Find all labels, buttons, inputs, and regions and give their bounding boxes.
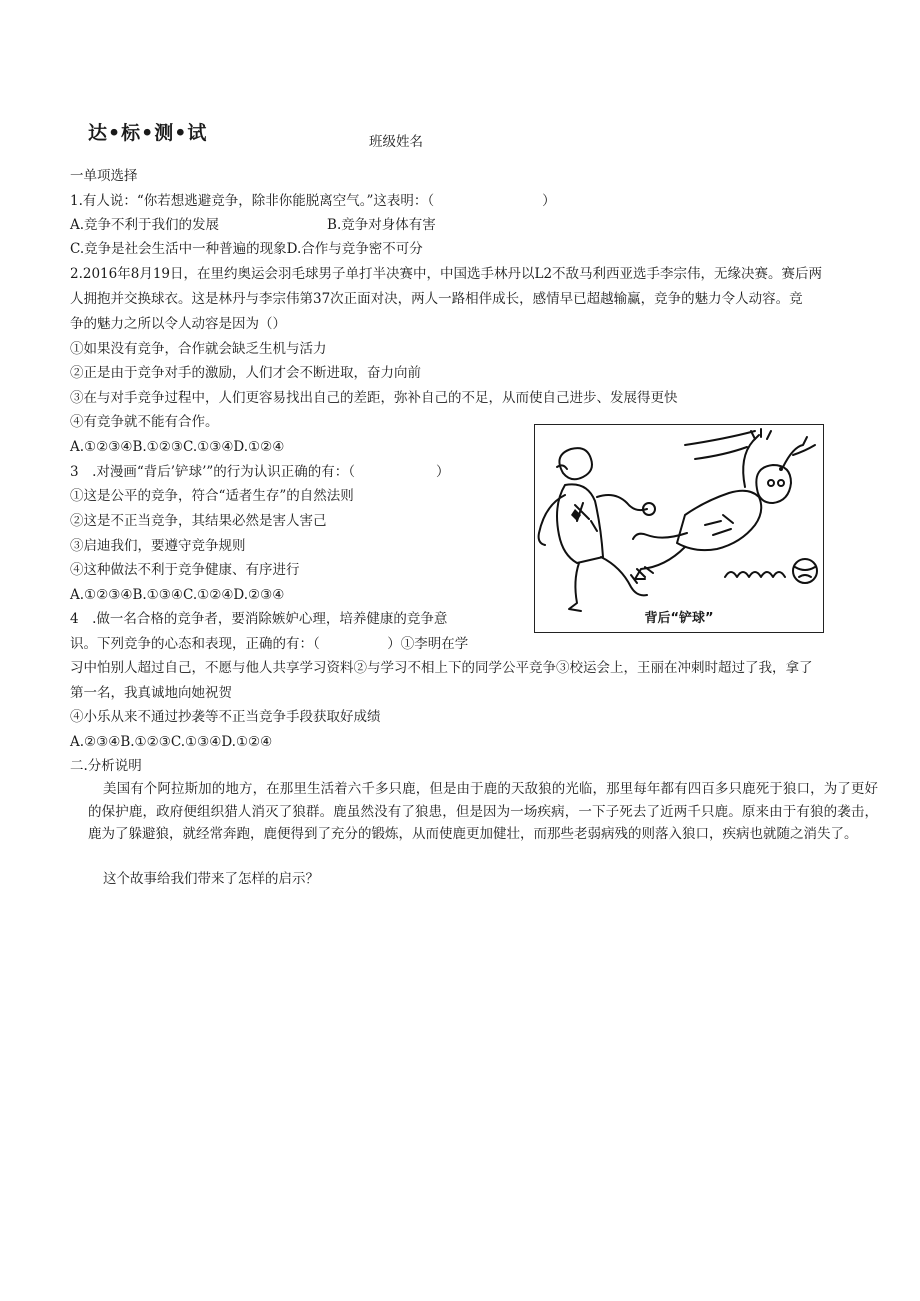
q2-stem-line: 争的魅力之所以令人动容是因为（） [70, 316, 286, 332]
q3-item: ②这是不正当竞争，其结果必然是害人害己 [70, 513, 327, 529]
analysis-question: 这个故事给我们带来了怎样的启示？ [103, 871, 319, 887]
q1-stem: 1.有人说：“你若想逃避竞争，除非你能脱离空气。”这表明：（ ） [70, 193, 556, 209]
q1-options-ab: A.竞争不利于我们的发展 B.竞争对身体有害 [70, 217, 436, 233]
q4-stem-line: 4 .做一名合格的竞争者，要消除嫉妒心理，培养健康的竞争意 [70, 611, 448, 627]
q4-options: A.②③④B.①②③C.①③④D.①②④ [70, 734, 273, 750]
q2-stem-line: 2.2016年8月19日，在里约奥运会羽毛球男子单打半决赛中，中国选手林丹以L2不敌马利西亚选手李宗伟，无缘决赛。赛后两 [70, 266, 823, 282]
figure-caption: 背后“铲球” [644, 611, 714, 626]
section-heading-analysis: 二.分析说明 [70, 758, 142, 774]
q3-stem: 3 .对漫画“背后’铲球’”的行为认识正确的有：（ ） [70, 464, 450, 480]
q3-item: ①这是公平的竞争，符合“适者生存”的自然法则 [70, 488, 354, 504]
q2-item: ②正是由于竞争对手的激励，人们才会不断进取，奋力向前 [70, 365, 421, 381]
q2-item: ④有竞争就不能有合作。 [70, 414, 219, 430]
cartoon-figure [534, 424, 824, 633]
q2-options: A.①②③④B.①②③C.①③④D.①②④ [70, 439, 285, 455]
class-name-label: 班级姓名 [369, 134, 423, 150]
page-title: 达•标•测•试 [88, 122, 208, 144]
q2-item: ①如果没有竞争，合作就会缺乏生机与活力 [70, 341, 327, 357]
q4-stem-line: 习中怕别人超过自己，不愿与他人共享学习资料②与学习不相上下的同学公平竞争③校运会上，王丽在冲刺时超过了我，拿了 [70, 660, 813, 676]
story-paragraph: 美国有个阿拉斯加的地方，在那里生活着六千多只鹿，但是由于鹿的天敌狼的光临，那里每年都有四百多只鹿死于狼口，为了更好的保护鹿，政府便组织猎人消灭了狼群。鹿虽然没有了狼患，但是因为一场疾病，一下子死去了近两千只鹿。原来由于有狼的袭击，鹿为了躲避狼，就经常奔跑，鹿便得到了充分的锻炼，从而使鹿更加健壮，而那些老弱病残的则落入狼口，疾病也就随之消失了。 [88, 781, 878, 842]
q2-item: ③在与对手竞争过程中，人们更容易找出自己的差距，弥补自己的不足，从而使自己进步、发展得更快 [70, 390, 678, 406]
q3-item: ④这种做法不利于竞争健康、有序进行 [70, 562, 300, 578]
q4-item: ④小乐从来不通过抄袭等不正当竞争手段获取好成绩 [70, 709, 381, 725]
q3-options: A.①②③④B.①③④C.①②④D.②③④ [70, 587, 285, 603]
q4-stem-line: 识。下列竞争的心态和表现，正确的有：（ ）①李明在学 [70, 636, 469, 652]
q3-item: ③启迪我们，要遵守竞争规则 [70, 538, 246, 554]
q4-stem-line: 第一名，我真诚地向她祝贺 [70, 685, 232, 701]
q2-stem-line: 人拥抱并交换球衣。这是林丹与李宗伟第37次正面对决，两人一路相伴成长，感情早已超越输赢，竞争的魅力令人动容。竞 [70, 291, 803, 307]
section-heading-choice: 一单项选择 [70, 168, 138, 184]
cartoon-slide-tackle-illustration [535, 425, 822, 631]
q1-options-cd: C.竞争是社会生活中一种普遍的现象D.合作与竞争密不可分 [70, 241, 423, 257]
